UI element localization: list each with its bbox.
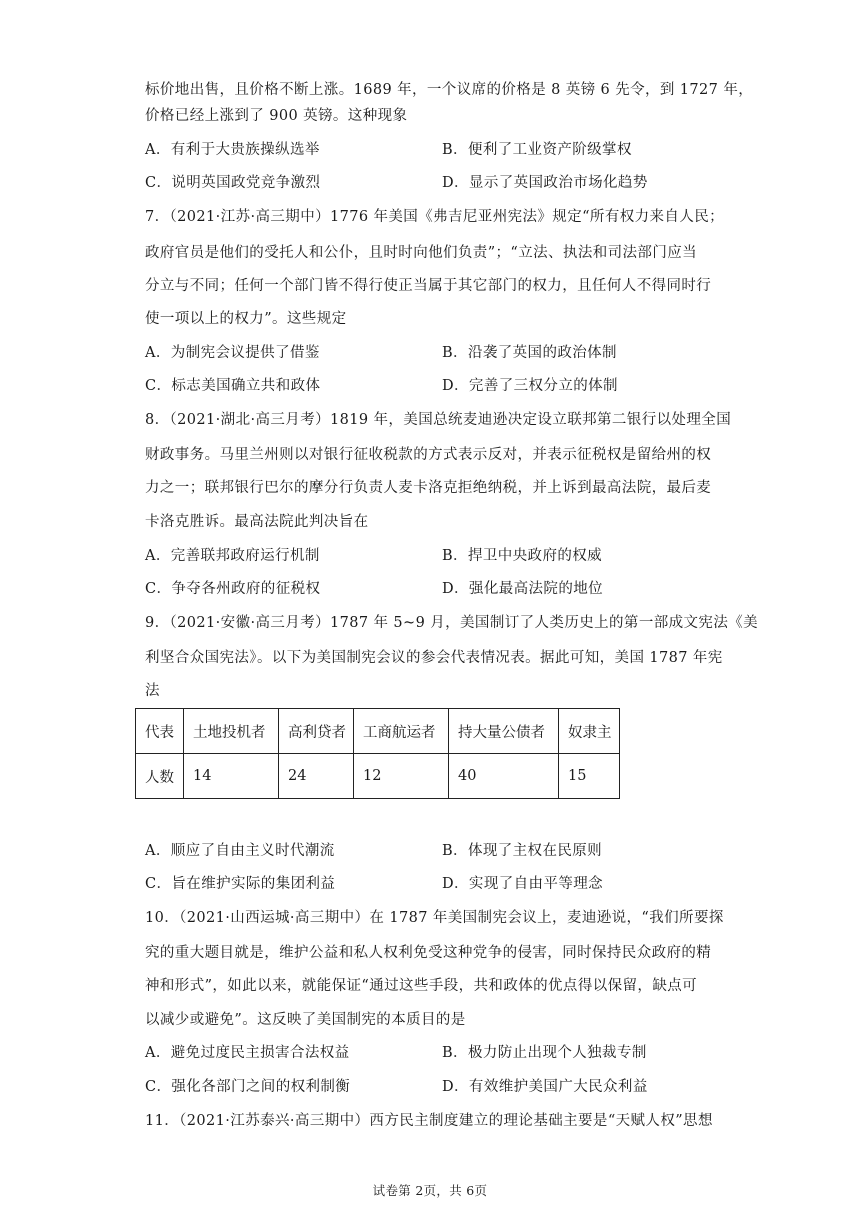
table-cell: 40 <box>449 754 559 799</box>
table-cell: 14 <box>184 754 279 799</box>
q7-text-line: 分立与不同；任何一个部门皆不得行使正当属于其它部门的权力，且任何人不得同时行 <box>145 278 712 294</box>
q11-text-line: 11．（2021·江苏泰兴·高三期中）西方民主制度建立的理论基础主要是“天赋人权”思想 <box>145 1113 713 1129</box>
q9-option-a: A．顺应了自由主义时代潮流 <box>145 843 335 859</box>
table-cell: 人数 <box>136 754 184 799</box>
table-header-cell: 土地投机者 <box>184 709 279 754</box>
table-header-cell: 高利贷者 <box>279 709 354 754</box>
q7-text-line: 使一项以上的权力”。这些规定 <box>145 311 347 327</box>
table-header-cell: 奴隶主 <box>559 709 620 754</box>
table-header-cell: 代表 <box>136 709 184 754</box>
q7-option-b: B．沿袭了英国的政治体制 <box>442 345 617 361</box>
q6-option-c: C．说明英国政党竞争激烈 <box>145 175 321 191</box>
q10-option-d: D．有效维护美国广大民众利益 <box>442 1079 648 1095</box>
table-header-cell: 工商航运者 <box>354 709 449 754</box>
q9-option-b: B．体现了主权在民原则 <box>442 843 603 859</box>
q9-text-line: 法 <box>145 683 160 699</box>
q7-option-a: A．为制宪会议提供了借鉴 <box>145 345 320 361</box>
q9-option-c: C．旨在维护实际的集团利益 <box>145 876 336 892</box>
q8-text-line: 力之一；联邦银行巴尔的摩分行负责人麦卡洛克拒绝纳税，并上诉到最高法院，最后麦 <box>145 480 712 496</box>
q8-text-line: 8．（2021·湖北·高三月考）1819 年，美国总统麦迪逊决定设立联邦第二银行以处理全国 <box>145 412 732 428</box>
table-header-cell: 持大量公债者 <box>449 709 559 754</box>
q9-text-line: 9．（2021·安徽·高三月考）1787 年 5~9 月，美国制订了人类历史上的第一部成文宪法《美 <box>145 615 759 631</box>
table-cell: 12 <box>354 754 449 799</box>
q9-text-line: 利坚合众国宪法》。以下为美国制宪会议的参会代表情况表。据此可知，美国 1787 年宪 <box>145 650 723 666</box>
q6-text-line: 标价地出售，且价格不断上涨。1689 年，一个议席的价格是 8 英镑 6 先令，到 1727 年， <box>145 82 754 98</box>
q10-option-a: A．避免过度民主损害合法权益 <box>145 1045 350 1061</box>
table-header-row <box>136 709 620 754</box>
q8-option-a: A．完善联邦政府运行机制 <box>145 548 320 564</box>
q6-option-b: B．便利了工业资产阶级掌权 <box>442 142 632 158</box>
q8-option-b: B．捍卫中央政府的权威 <box>442 548 603 564</box>
q10-text-line: 神和形式”，如此以来，就能保证“通过这些手段，共和政体的优点得以保留，缺点可 <box>145 978 698 994</box>
delegates-table <box>135 708 620 799</box>
q7-option-c: C．标志美国确立共和政体 <box>145 378 321 394</box>
q10-option-c: C．强化各部门之间的权利制衡 <box>145 1079 351 1095</box>
q7-text-line: 7．（2021·江苏·高三期中）1776 年美国《弗吉尼亚州宪法》规定“所有权力来自人民； <box>145 209 725 225</box>
q7-option-d: D．完善了三权分立的体制 <box>442 378 618 394</box>
q10-option-b: B．极力防止出现个人独裁专制 <box>442 1045 647 1061</box>
q10-text-line: 以减少或避免”。这反映了美国制宪的本质目的是 <box>145 1012 466 1028</box>
q6-option-a: A．有利于大贵族操纵选举 <box>145 142 320 158</box>
q7-text-line: 政府官员是他们的受托人和公仆，且时时向他们负责”；“立法、执法和司法部门应当 <box>145 245 698 261</box>
q9-option-d: D．实现了自由平等理念 <box>442 876 604 892</box>
table-cell: 15 <box>559 754 620 799</box>
page-footer: 试卷第 2页，共 6页 <box>372 1183 488 1198</box>
q6-text-line: 价格已经上涨到了 900 英镑。这种现象 <box>145 108 408 124</box>
q8-text-line: 财政事务。马里兰州则以对银行征收税款的方式表示反对，并表示征税权是留给州的权 <box>145 447 712 463</box>
q8-option-c: C．争夺各州政府的征税权 <box>145 581 321 597</box>
q8-text-line: 卡洛克胜诉。最高法院此判决旨在 <box>145 514 369 530</box>
q8-option-d: D．强化最高法院的地位 <box>442 581 604 597</box>
q10-text-line: 究的重大题目就是，维护公益和私人权利免受这种党争的侵害，同时保持民众政府的精 <box>145 945 712 961</box>
table-row <box>136 754 620 799</box>
q10-text-line: 10．（2021·山西运城·高三期中）在 1787 年美国制宪会议上，麦迪逊说，“我们所要探 <box>145 910 724 926</box>
q6-option-d: D．显示了英国政治市场化趋势 <box>442 175 648 191</box>
table-cell: 24 <box>279 754 354 799</box>
